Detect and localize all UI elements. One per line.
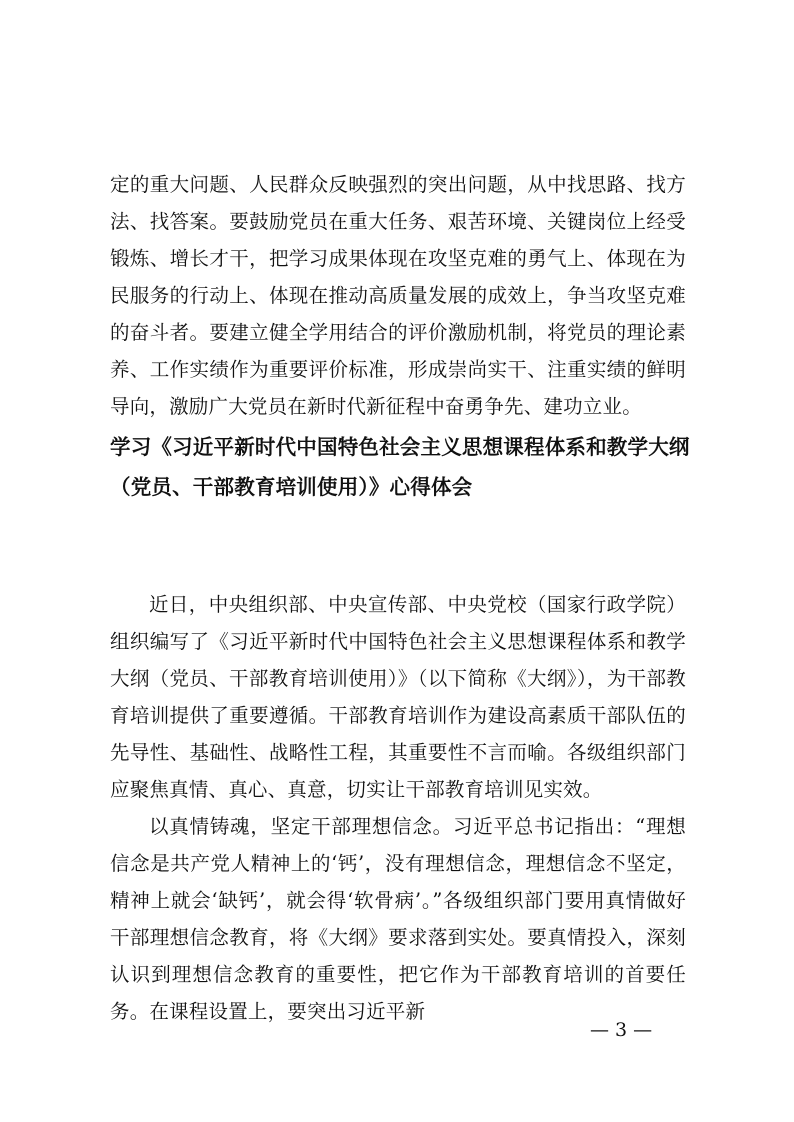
page-number: — 3 — <box>590 1019 653 1041</box>
article-heading: 学习《习近平新时代中国特色社会主义思想课程体系和教学大纲（党员、干部教育培训使用）》心得体会 <box>110 435 690 499</box>
paragraph-intro: 近日，中央组织部、中央宣传部、中央党校（国家行政学院）组织编写了《习近平新时代中国特色社会主义思想课程体系和教学大纲（党员、干部教育培训使用）》（以下简称《大纲》），为干部教育培训提供了重要遵循。干部教育培训作为建设高素质干部队伍的先导性、基础性、战略性工程，其重要性不言而喻。各级组织部门应聚焦真情、真心、真意，切实让干部教育培训见实效。 <box>110 592 686 801</box>
paragraph-section-one: 以真情铸魂，坚定干部理想信念。习近平总书记指出：“理想信念是共产党人精神上的‘钙’，没有理想信念，理想信念不坚定，精神上就会‘缺钙’，就会得‘软骨病’。”各级组织部门要用真情做好干部理想信念教育，将《大纲》要求落到实处。要真情投入，深刻认识到理想信念教育的重要性，把它作为干部教育培训的首要任务。在课程设置上，要突出习近平新 <box>110 814 686 1023</box>
paragraph-continued: 定的重大问题、人民群众反映强烈的突出问题，从中找思路、找方法、找答案。要鼓励党员在重大任务、艰苦环境、关键岗位上经受锻炼、增长才干，把学习成果体现在攻坚克难的勇气上、体现在为民服务的行动上、体现在推动高质量发展的成效上，争当攻坚克难的奋斗者。要建立健全学用结合的评价激励机制，将党员的理论素养、工作实绩作为重要评价标准，形成崇尚实干、注重实绩的鲜明导向，激励广大党员在新时代新征程中奋勇争先、建功立业。 <box>110 172 686 418</box>
